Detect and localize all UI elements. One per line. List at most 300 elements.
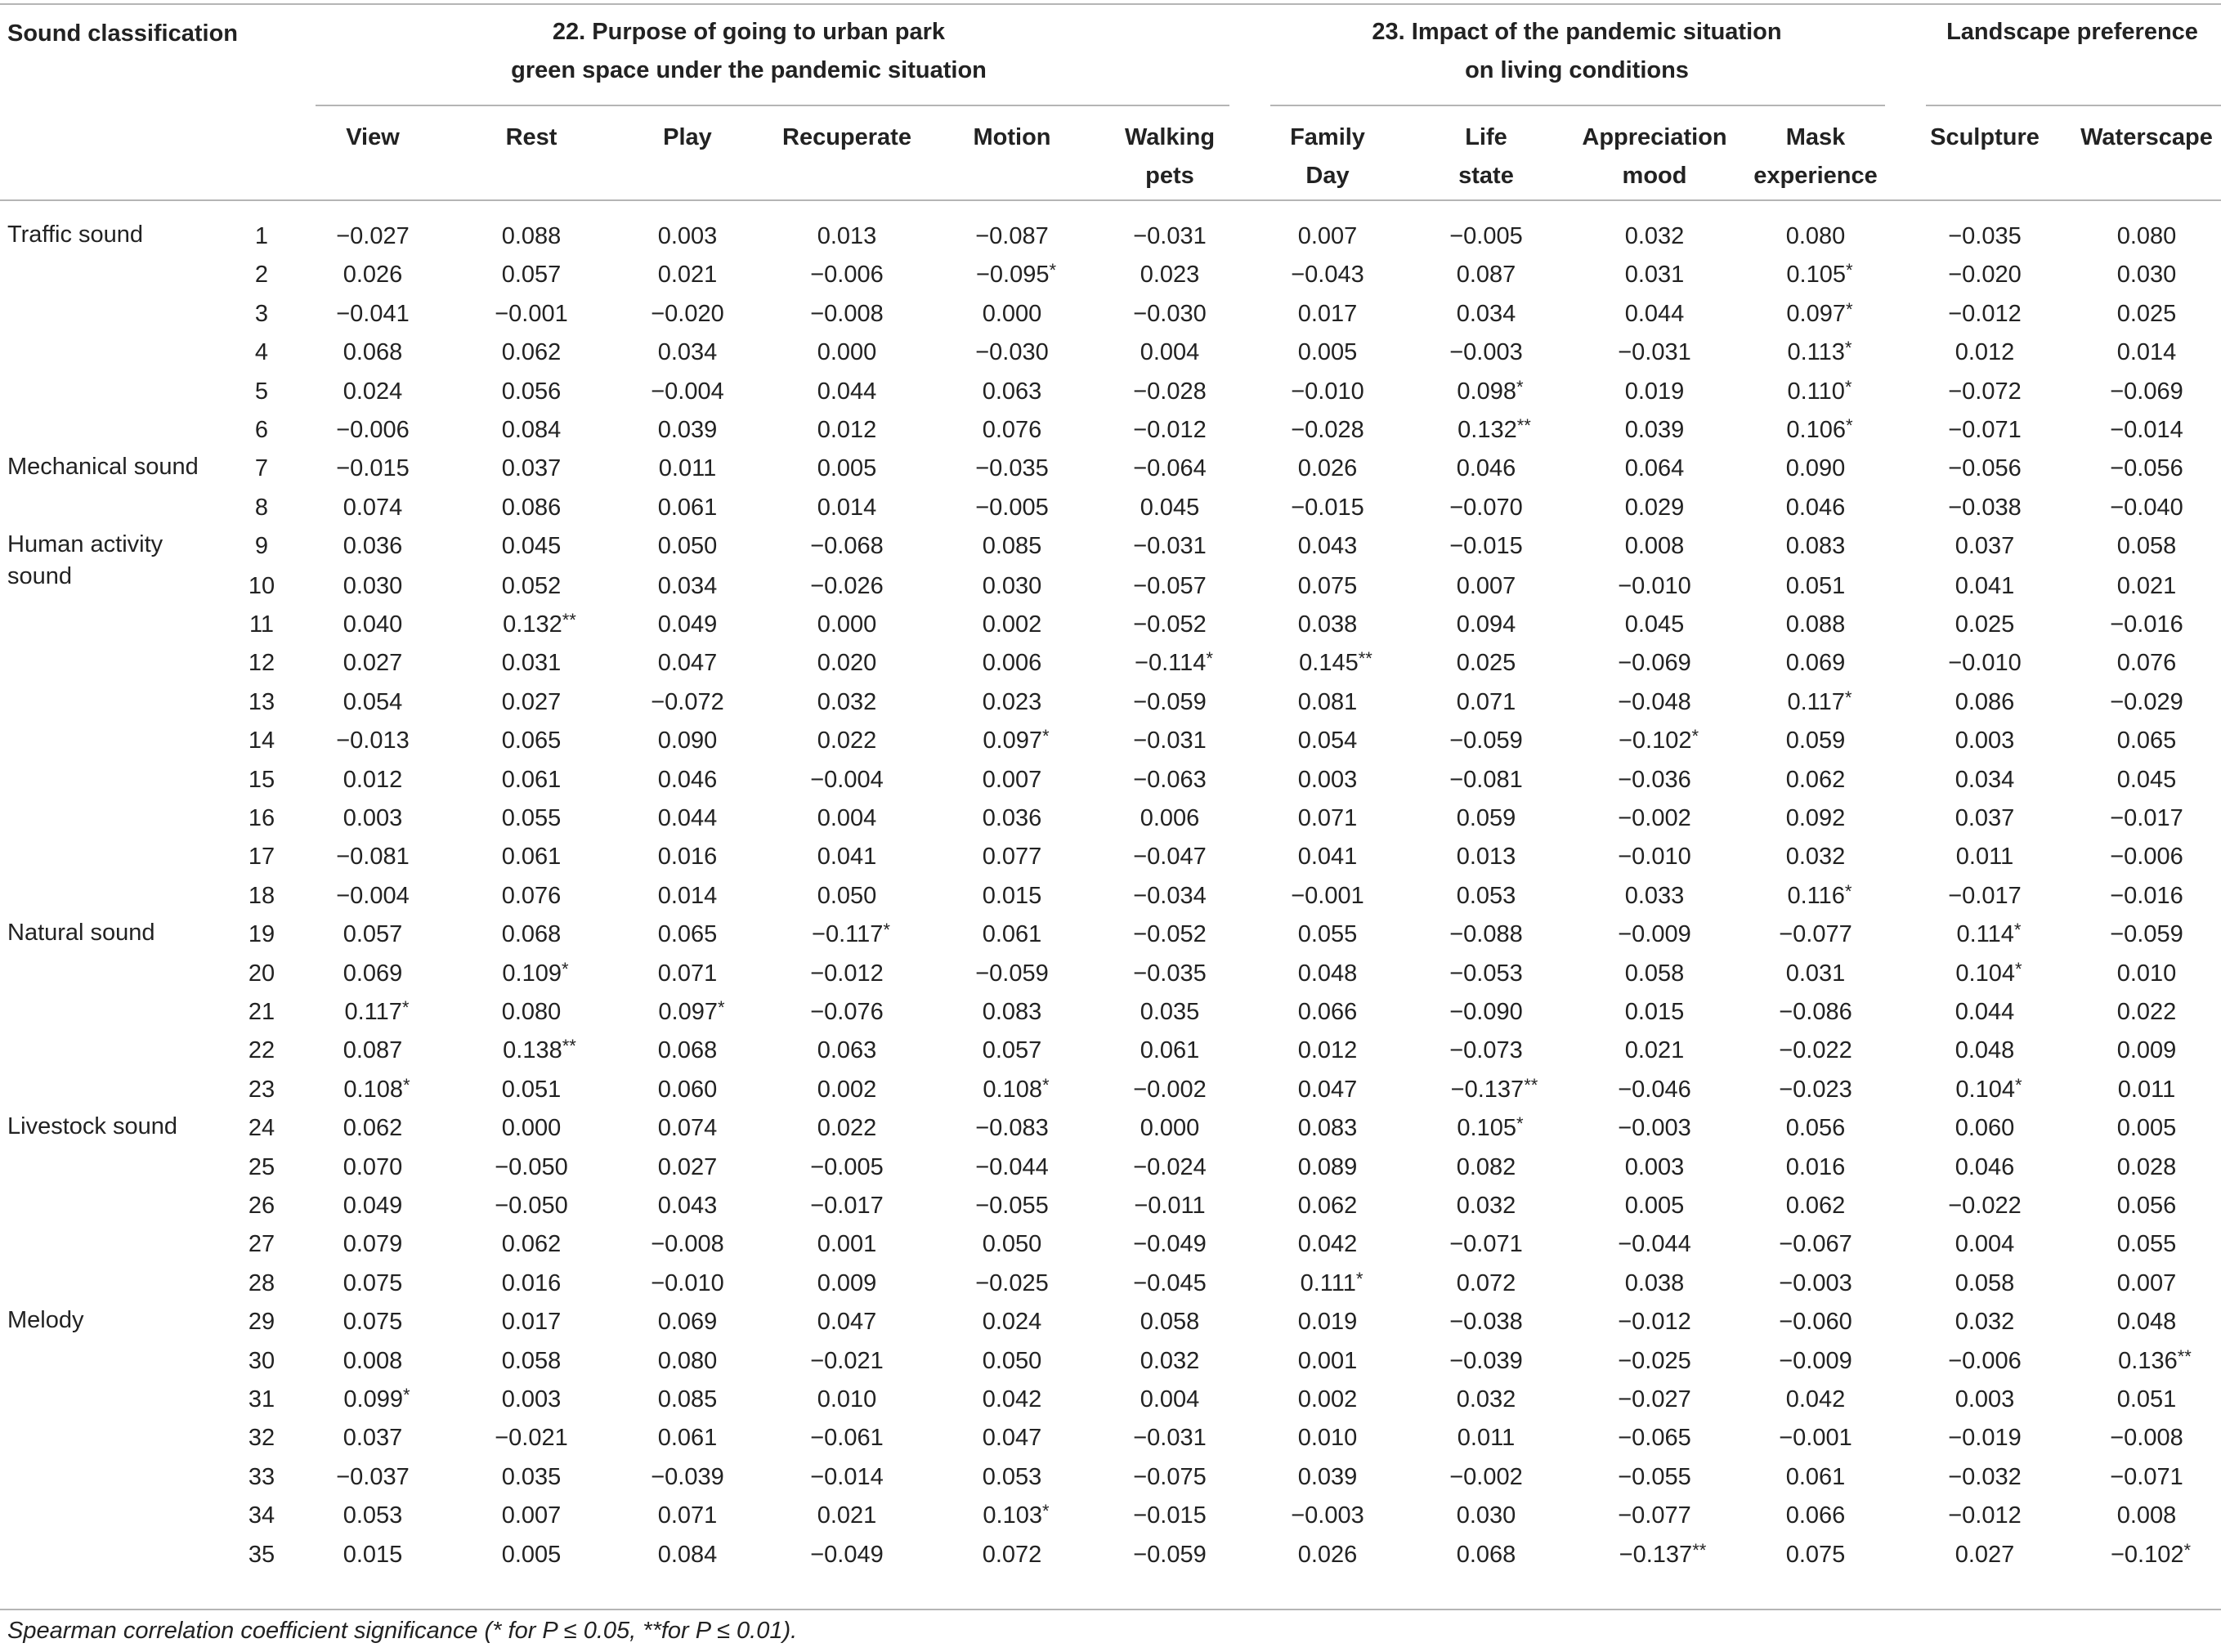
table-cell: −0.055 [975, 1193, 1049, 1219]
cell-value: 0.103 [983, 1502, 1042, 1529]
table-cell: 0.013 [817, 223, 877, 249]
table-cell: −0.001 [1291, 882, 1364, 909]
row-number: 27 [248, 1231, 275, 1258]
table-cell: −0.049 [810, 1541, 884, 1568]
table-cell: −0.015 [1133, 1502, 1207, 1529]
table-cell: −0.008 [2110, 1425, 2183, 1452]
table-cell: 0.068 [1456, 1541, 1516, 1568]
row-number: 32 [248, 1425, 275, 1452]
cell-value: 0.136 [2118, 1347, 2178, 1374]
table-cell: 0.075 [1785, 1541, 1846, 1568]
table-cell: −0.052 [1133, 921, 1207, 948]
table-cell: −0.067 [1779, 1231, 1852, 1258]
table-cell [1738, 415, 1901, 443]
cell-value: −0.102 [1618, 728, 1692, 754]
table-cell: 0.003 [1955, 728, 2015, 754]
table-cell: 0.043 [1297, 533, 1358, 560]
column-header-line: Motion [973, 124, 1051, 150]
cell-value: 0.138 [503, 1037, 562, 1064]
table-cell: 0.047 [657, 650, 718, 677]
row-number: 12 [248, 650, 275, 677]
significance-marker: * [1355, 1268, 1363, 1289]
table-cell: 0.050 [657, 533, 718, 560]
table-cell: −0.012 [1133, 417, 1207, 443]
table-cell: 0.030 [2116, 262, 2177, 289]
table-cell: 0.085 [982, 533, 1042, 560]
table-cell: 0.071 [1297, 805, 1358, 831]
table-cell: −0.009 [1618, 921, 1691, 948]
cell-value: −0.137 [1619, 1541, 1693, 1568]
table-cell [2073, 1345, 2221, 1374]
table-cell: 0.074 [657, 1115, 718, 1142]
significance-marker: * [1844, 338, 1852, 359]
significance-marker: ** [1524, 1074, 1538, 1095]
table-cell: 0.022 [817, 1115, 877, 1142]
significance-marker: ** [2177, 1345, 2192, 1367]
table-cell: 0.020 [817, 650, 877, 677]
table-cell: 0.004 [817, 805, 877, 831]
table-cell: 0.005 [2116, 1115, 2177, 1142]
table-cell: −0.088 [1449, 921, 1523, 948]
table-cell: 0.061 [657, 1425, 718, 1452]
table-cell: −0.046 [1618, 1076, 1691, 1103]
significance-marker: * [401, 997, 410, 1018]
table-cell: −0.083 [975, 1115, 1049, 1142]
cell-value: 0.145 [1299, 650, 1359, 677]
row-number: 30 [248, 1347, 275, 1374]
group-header-line: Landscape preference [1946, 19, 2198, 45]
table-cell: 0.058 [1624, 960, 1685, 987]
table-cell: 0.044 [817, 378, 877, 405]
table-cell: 0.007 [982, 766, 1042, 793]
table-cell: 0.051 [501, 1076, 562, 1103]
table-cell [1738, 298, 1901, 327]
table-cell: −0.012 [1948, 300, 2022, 327]
cell-value: −0.114 [1135, 650, 1207, 677]
table-cell: 0.046 [1785, 494, 1846, 521]
cell-value: −0.137 [1450, 1076, 1525, 1103]
row-number: 21 [248, 999, 275, 1025]
group-rule-purpose [316, 105, 1229, 106]
table-cell: 0.066 [1785, 1502, 1846, 1529]
table-cell [1408, 376, 1572, 405]
category-label: Traffic sound [7, 222, 144, 248]
column-header-line: View [346, 124, 400, 150]
table-cell: 0.042 [982, 1386, 1042, 1412]
table-cell: −0.072 [651, 688, 724, 715]
table-cell: −0.069 [2110, 378, 2183, 405]
table-cell: 0.041 [1955, 572, 2015, 599]
table-cell: −0.025 [975, 1269, 1049, 1296]
table-cell: 0.002 [1297, 1386, 1358, 1412]
table-cell: 0.001 [817, 1231, 877, 1258]
row-number: 34 [248, 1502, 275, 1529]
table-cell: −0.002 [1449, 1463, 1523, 1490]
table-cell: 0.006 [1140, 805, 1200, 831]
table-cell: −0.050 [495, 1153, 568, 1180]
table-cell: −0.030 [1133, 300, 1207, 327]
table-cell: 0.045 [2116, 766, 2177, 793]
table-cell: −0.014 [810, 1463, 884, 1490]
table-cell: 0.061 [1785, 1463, 1846, 1490]
table-cell: 0.058 [501, 1347, 562, 1374]
table-cell: 0.055 [2116, 1231, 2177, 1258]
table-cell: −0.012 [1948, 1502, 2022, 1529]
table-cell: −0.063 [1133, 766, 1207, 793]
table-cell: 0.024 [343, 378, 403, 405]
table-cell: −0.005 [975, 494, 1049, 521]
table-cell: −0.006 [2110, 844, 2183, 871]
table-cell: 0.002 [817, 1076, 877, 1103]
table-cell: 0.030 [1456, 1502, 1516, 1529]
table-cell: −0.040 [2110, 494, 2183, 521]
table-cell: −0.009 [1779, 1347, 1852, 1374]
cell-value: 0.110 [1787, 378, 1845, 405]
table-cell: 0.008 [2116, 1502, 2177, 1529]
table-cell: 0.029 [1624, 494, 1685, 521]
column-header-walking-pets [1088, 119, 1252, 195]
table-cell: −0.021 [810, 1347, 884, 1374]
table-cell: −0.023 [1779, 1076, 1852, 1103]
table-cell: −0.002 [1618, 805, 1691, 831]
table-cell: 0.065 [657, 921, 718, 948]
table-cell: 0.005 [1624, 1193, 1685, 1219]
table-cell: −0.045 [1133, 1269, 1207, 1296]
significance-marker: * [1516, 1113, 1524, 1135]
table-cell: −0.035 [1133, 960, 1207, 987]
table-cell: −0.015 [336, 455, 410, 482]
table-cell: 0.071 [657, 1502, 718, 1529]
table-cell: 0.038 [1624, 1269, 1685, 1296]
column-header-line: Life [1465, 124, 1507, 150]
table-cell [458, 610, 621, 638]
table-cell: 0.012 [343, 766, 403, 793]
significance-marker: ** [562, 610, 576, 630]
table-cell: 0.041 [817, 844, 877, 871]
table-cell: 0.062 [343, 1115, 403, 1142]
group-header-1 [422, 13, 1076, 90]
table-cell: 0.080 [2116, 223, 2177, 249]
table-cell: 0.068 [657, 1037, 718, 1064]
table-cell: −0.060 [1779, 1309, 1852, 1336]
table-cell [1907, 1074, 2071, 1103]
significance-marker: * [1844, 687, 1852, 708]
significance-marker: * [1516, 376, 1524, 397]
cell-value: 0.105 [1457, 1115, 1516, 1142]
table-cell: 0.005 [501, 1541, 562, 1568]
table-cell: −0.035 [1948, 223, 2022, 249]
significance-marker: * [1846, 260, 1853, 281]
table-cell: 0.065 [501, 728, 562, 754]
table-cell: 0.012 [817, 417, 877, 443]
table-cell: 0.031 [1624, 262, 1685, 289]
table-cell: −0.001 [495, 300, 568, 327]
table-cell: −0.071 [1948, 417, 2022, 443]
table-cell: −0.008 [810, 300, 884, 327]
cell-value: 0.132 [1458, 417, 1517, 443]
table-cell: 0.061 [501, 766, 562, 793]
table-cell: −0.044 [1618, 1231, 1691, 1258]
table-cell: 0.003 [1297, 766, 1358, 793]
table-cell: 0.061 [982, 921, 1042, 948]
cell-value: 0.097 [1786, 300, 1846, 327]
table-cell: 0.007 [501, 1502, 562, 1529]
table-cell: 0.080 [1785, 223, 1846, 249]
table-cell: 0.061 [501, 844, 562, 871]
table-cell: −0.017 [810, 1193, 884, 1219]
table-cell: 0.000 [501, 1115, 562, 1142]
table-cell: 0.059 [1785, 728, 1846, 754]
table-cell: −0.004 [810, 766, 884, 793]
table-cell: 0.032 [1456, 1193, 1516, 1219]
table-cell: 0.076 [501, 882, 562, 909]
table-cell: −0.030 [975, 339, 1049, 366]
table-cell: −0.039 [651, 1463, 724, 1490]
table-cell: 0.089 [1297, 1153, 1358, 1180]
table-cell: 0.087 [1456, 262, 1516, 289]
row-number: 11 [249, 611, 275, 638]
row-number: 23 [248, 1076, 275, 1103]
table-cell: 0.014 [657, 882, 718, 909]
table-cell: 0.049 [343, 1193, 403, 1219]
column-header-line: Family [1290, 124, 1365, 150]
table-cell: 0.061 [657, 494, 718, 521]
table-cell: −0.005 [1449, 223, 1523, 249]
table-cell: 0.092 [1785, 805, 1846, 831]
table-cell: 0.070 [343, 1153, 403, 1180]
cell-value: 0.097 [983, 728, 1042, 754]
table-cell: 0.053 [982, 1463, 1042, 1490]
table-cell: −0.070 [1449, 494, 1523, 521]
table-cell: −0.086 [1779, 999, 1852, 1025]
table-cell: 0.032 [1140, 1347, 1200, 1374]
significance-marker: ** [1358, 648, 1372, 669]
cell-value: 0.098 [1457, 378, 1516, 405]
table-cell: 0.005 [1297, 339, 1358, 366]
table-cell: 0.045 [1140, 494, 1200, 521]
table-cell: 0.037 [343, 1425, 403, 1452]
significance-marker: * [1206, 648, 1213, 669]
table-cell: −0.019 [1948, 1425, 2022, 1452]
row-number: 24 [248, 1115, 275, 1142]
row-number: 13 [248, 688, 275, 715]
table-cell: 0.045 [501, 533, 562, 560]
table-cell: 0.024 [982, 1309, 1042, 1336]
table-cell: 0.088 [1785, 611, 1846, 638]
column-header-life-state [1404, 119, 1568, 195]
table-cell: 0.059 [1456, 805, 1516, 831]
cell-value: 0.104 [1955, 1076, 2015, 1103]
table-cell: −0.047 [1133, 844, 1207, 871]
table-cell: 0.039 [657, 417, 718, 443]
column-header-sculpture [1903, 119, 2067, 157]
table-cell: 0.039 [1297, 1463, 1358, 1490]
table-cell: −0.038 [1449, 1309, 1523, 1336]
significance-marker: * [1844, 880, 1852, 902]
table-cell: 0.031 [501, 650, 562, 677]
column-header-rest [450, 119, 613, 157]
cell-value: 0.116 [1787, 882, 1845, 909]
table-cell: 0.034 [1955, 766, 2015, 793]
table-cell: −0.037 [336, 1463, 410, 1490]
table-cell: −0.028 [1133, 378, 1207, 405]
table-cell [458, 1036, 621, 1064]
table-cell: 0.015 [982, 882, 1042, 909]
table-cell [934, 1074, 1098, 1103]
cell-value: 0.117 [344, 999, 402, 1025]
table-cell: 0.054 [343, 688, 403, 715]
cell-value: −0.117 [812, 921, 884, 948]
table-cell [295, 1074, 459, 1103]
significance-marker: * [1042, 1501, 1050, 1522]
row-number: 19 [248, 921, 275, 948]
table-cell [1577, 726, 1740, 754]
table-cell: 0.014 [817, 494, 877, 521]
table-cell: 0.058 [2116, 533, 2177, 560]
bottom-rule [0, 1609, 2221, 1610]
row-number: 35 [248, 1541, 275, 1568]
table-cell: 0.047 [817, 1309, 877, 1336]
table-cell: 0.005 [817, 455, 877, 482]
footnote: Spearman correlation coefficient significance (* for P ≤ 0.05, **for P ≤ 0.01). [7, 1618, 798, 1644]
table-cell: 0.003 [1955, 1386, 2015, 1412]
table-cell: 0.004 [1955, 1231, 2015, 1258]
table-cell: −0.077 [1779, 921, 1852, 948]
table-cell: −0.020 [651, 300, 724, 327]
table-cell: 0.008 [1624, 533, 1685, 560]
table-cell: −0.059 [2110, 921, 2183, 948]
category-label: Melody [7, 1307, 84, 1334]
table-cell: 0.050 [982, 1347, 1042, 1374]
table-cell: 0.063 [817, 1037, 877, 1064]
table-cell: 0.037 [1955, 805, 2015, 831]
table-cell: 0.011 [1457, 1425, 1516, 1452]
significance-marker: ** [562, 1036, 576, 1057]
table-cell: 0.090 [1785, 455, 1846, 482]
row-number: 2 [254, 262, 269, 289]
table-cell: 0.032 [817, 688, 877, 715]
table-cell: 0.046 [1955, 1153, 2015, 1180]
table-cell: 0.083 [1297, 1115, 1358, 1142]
significance-marker: ** [1692, 1539, 1707, 1560]
table-cell [295, 1385, 459, 1412]
table-cell: 0.034 [657, 339, 718, 366]
table-cell: −0.029 [2110, 688, 2183, 715]
table-cell: 0.022 [2116, 999, 2177, 1025]
table-cell: 0.000 [817, 339, 877, 366]
table-cell: 0.004 [1140, 1386, 1200, 1412]
row-number: 18 [248, 882, 275, 909]
table-cell [934, 1501, 1098, 1529]
cell-value: 0.108 [343, 1076, 403, 1103]
table-cell: −0.056 [1948, 455, 2022, 482]
table-cell: 0.019 [1624, 378, 1685, 405]
column-header-mask-experience [1734, 119, 1897, 195]
table-cell: −0.032 [1948, 1463, 2022, 1490]
table-cell: −0.026 [810, 572, 884, 599]
table-cell: −0.006 [1948, 1347, 2022, 1374]
table-cell: −0.034 [1133, 882, 1207, 909]
row-number: 25 [248, 1153, 275, 1180]
table-cell: −0.017 [2110, 805, 2183, 831]
category-label: Livestock sound [7, 1113, 177, 1140]
row-number: 7 [254, 455, 269, 482]
significance-marker: * [403, 1074, 410, 1095]
table-cell: −0.017 [1948, 882, 2022, 909]
table-cell: −0.061 [810, 1425, 884, 1452]
table-cell: 0.003 [1624, 1153, 1685, 1180]
table-cell [1413, 415, 1576, 443]
table-cell: −0.081 [336, 844, 410, 871]
cell-value: 0.106 [1786, 417, 1846, 443]
table-cell: 0.048 [1955, 1037, 2015, 1064]
table-cell: 0.068 [501, 921, 562, 948]
column-header-line: state [1458, 163, 1514, 189]
table-cell: 0.083 [1785, 533, 1846, 560]
table-cell: 0.007 [2116, 1269, 2177, 1296]
table-cell: 0.004 [1140, 339, 1200, 366]
table-cell: 0.017 [501, 1309, 562, 1336]
row-number: 8 [254, 494, 269, 521]
table-cell: −0.003 [1291, 1502, 1364, 1529]
table-cell: 0.009 [817, 1269, 877, 1296]
table-cell: −0.031 [1133, 223, 1207, 249]
table-cell: 0.027 [657, 1153, 718, 1180]
significance-marker: * [1691, 726, 1699, 747]
group-header-3 [1745, 13, 2221, 51]
table-cell: 0.071 [1456, 688, 1516, 715]
table-cell: −0.044 [975, 1153, 1049, 1180]
table-cell: −0.056 [2110, 455, 2183, 482]
table-cell: 0.015 [1624, 999, 1685, 1025]
table-cell: 0.022 [817, 728, 877, 754]
row-number: 20 [248, 960, 275, 987]
table-cell: 0.083 [982, 999, 1042, 1025]
column-header-line: Recuperate [782, 124, 911, 150]
row-number: 3 [254, 300, 269, 327]
table-cell: 0.048 [2116, 1309, 2177, 1336]
column-header-appreciation-mood [1573, 119, 1736, 195]
table-cell: −0.036 [1618, 766, 1691, 793]
table-cell: 0.058 [1140, 1309, 1200, 1336]
table-cell: −0.039 [1449, 1347, 1523, 1374]
table-cell: 0.042 [1297, 1231, 1358, 1258]
table-cell: 0.046 [1456, 455, 1516, 482]
table-cell: 0.011 [658, 455, 717, 482]
table-cell: −0.027 [336, 223, 410, 249]
table-cell: 0.021 [817, 1502, 877, 1529]
table-cell: 0.057 [982, 1037, 1042, 1064]
table-cell [1738, 880, 1901, 909]
table-cell: −0.059 [1449, 728, 1523, 754]
table-cell: 0.002 [982, 611, 1042, 638]
table-cell [1581, 1539, 1744, 1568]
table-cell: 0.086 [1955, 688, 2015, 715]
table-cell: −0.022 [1779, 1037, 1852, 1064]
table-cell: 0.080 [501, 999, 562, 1025]
table-cell: −0.028 [1291, 417, 1364, 443]
table-cell: −0.003 [1449, 339, 1523, 366]
table-cell: 0.086 [501, 494, 562, 521]
table-cell: 0.061 [1140, 1037, 1200, 1064]
table-cell: 0.021 [2116, 572, 2177, 599]
table-cell: 0.028 [2116, 1153, 2177, 1180]
table-cell: −0.004 [336, 882, 410, 909]
row-number: 17 [248, 844, 275, 871]
table-cell: −0.010 [651, 1269, 724, 1296]
row-number: 4 [254, 339, 269, 366]
significance-marker: * [883, 920, 890, 941]
